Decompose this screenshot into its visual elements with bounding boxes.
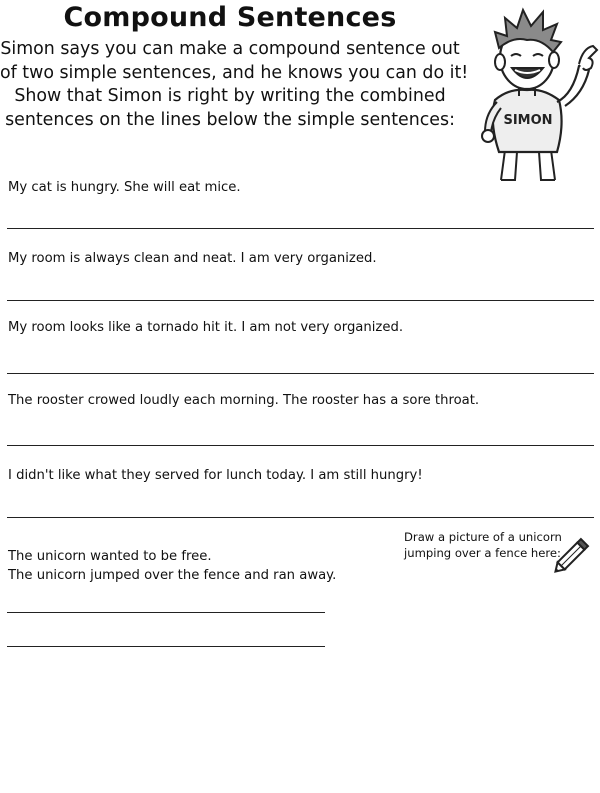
drawing-prompt bbox=[404, 529, 562, 561]
instruction-line: of two simple sentences, and he knows you can do it! bbox=[0, 62, 469, 83]
answer-line-3[interactable] bbox=[7, 373, 594, 374]
simon-mascot-illustration bbox=[455, 2, 600, 182]
instruction-line: Simon says you can make a compound sentence out bbox=[0, 39, 460, 59]
answer-line-4[interactable] bbox=[7, 445, 594, 446]
question-1: My cat is hungry. She will eat mice. bbox=[8, 180, 241, 195]
question-4: The rooster crowed loudly each morning. The rooster has a sore throat. bbox=[8, 393, 480, 408]
question-6-line-2: The unicorn jumped over the fence and ran away. bbox=[8, 568, 337, 583]
question-2: My room is always clean and neat. I am very organized. bbox=[8, 251, 377, 266]
answer-line-6a[interactable] bbox=[7, 612, 325, 613]
question-3: My room looks like a tornado hit it. I am not very organized. bbox=[8, 320, 404, 335]
instructions bbox=[0, 38, 469, 132]
page-title: Compound Sentences bbox=[63, 2, 397, 33]
drawing-prompt-line: Draw a picture of a unicorn bbox=[404, 530, 562, 544]
answer-line-6b[interactable] bbox=[7, 646, 325, 647]
instruction-line: sentences on the lines below the simple sentences: bbox=[5, 109, 455, 130]
answer-line-2[interactable] bbox=[7, 300, 594, 301]
drawing-prompt-line: jumping over a fence here: bbox=[404, 546, 561, 560]
answer-line-5[interactable] bbox=[7, 517, 594, 518]
pencil-icon bbox=[547, 534, 595, 578]
question-6-line-1: The unicorn wanted to be free. bbox=[8, 549, 212, 564]
instruction-line: Show that Simon is right by writing the combined bbox=[14, 86, 446, 106]
question-5: I didn't like what they served for lunch today. I am still hungry! bbox=[8, 468, 423, 483]
mascot-shirt-label: SIMON bbox=[503, 113, 553, 128]
answer-line-1[interactable] bbox=[7, 228, 594, 229]
